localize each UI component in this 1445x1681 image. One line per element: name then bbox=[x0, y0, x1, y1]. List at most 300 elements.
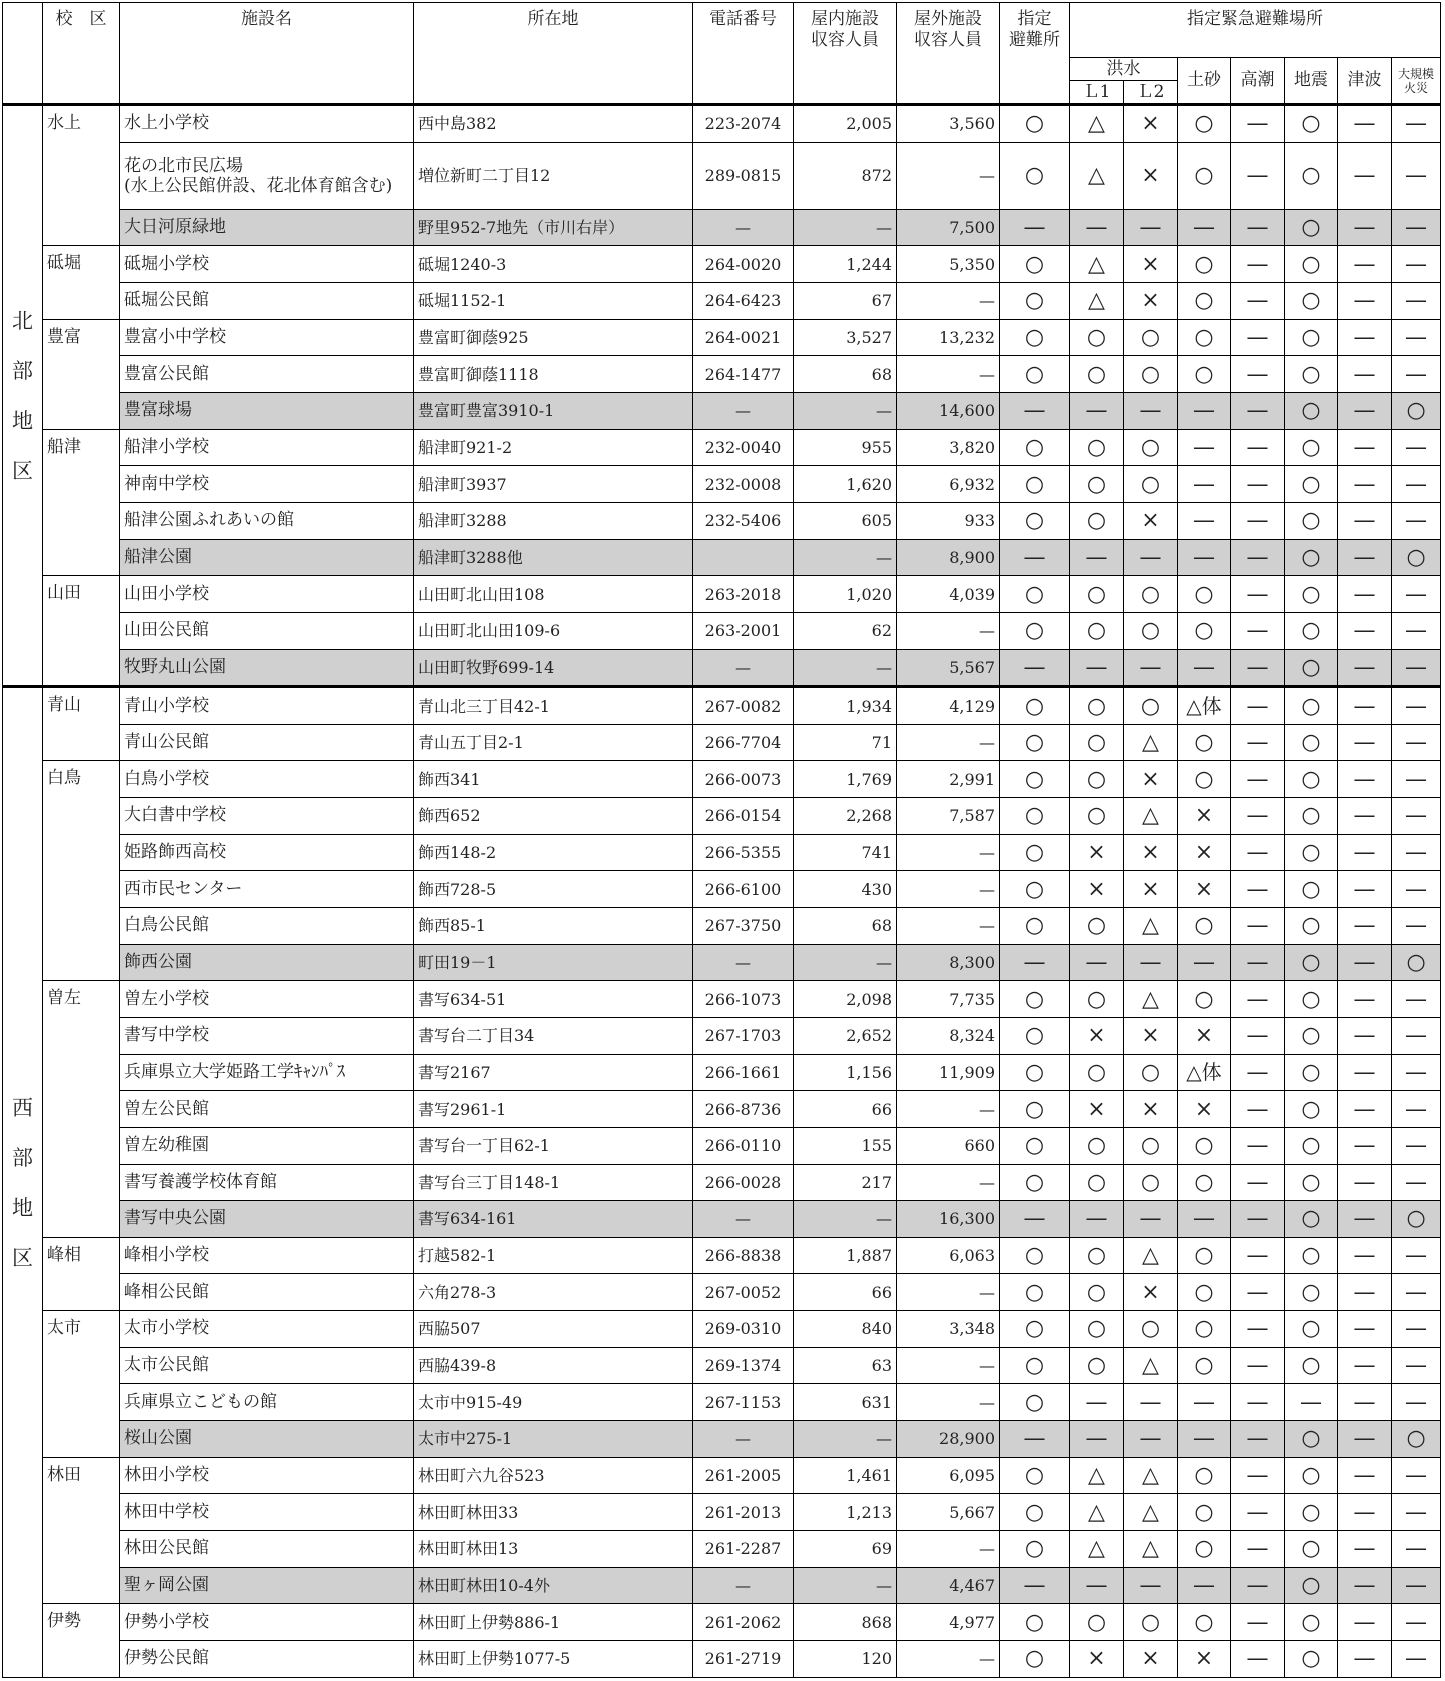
table-row bbox=[3, 724, 1441, 761]
address-cell: 豊富町御蔭1118 bbox=[414, 356, 693, 393]
facility-name-cell: 書写養護学校体育館 bbox=[120, 1164, 414, 1201]
phone-cell: 266-8736 bbox=[693, 1091, 794, 1128]
flood-l2-cell: ○ bbox=[1124, 429, 1178, 466]
table-row bbox=[3, 1457, 1441, 1494]
flood-l2-cell: △ bbox=[1124, 724, 1178, 761]
table-row bbox=[3, 612, 1441, 649]
earthquake-cell: ○ bbox=[1285, 393, 1338, 430]
outdoor-capacity-cell: — bbox=[897, 1091, 1000, 1128]
designated-shelter-cell: ○ bbox=[1000, 1640, 1070, 1677]
outdoor-capacity-cell: 3,820 bbox=[897, 429, 1000, 466]
designated-shelter-cell: ○ bbox=[1000, 105, 1070, 143]
tsunami-cell: — bbox=[1338, 871, 1392, 908]
flood-l1-cell: — bbox=[1070, 539, 1124, 576]
earthquake-cell: ○ bbox=[1285, 687, 1338, 725]
landslide-cell: × bbox=[1178, 834, 1231, 871]
flood-l1-cell: — bbox=[1070, 393, 1124, 430]
designated-shelter-cell: — bbox=[1000, 393, 1070, 430]
table-row bbox=[3, 1384, 1441, 1421]
phone-cell: 223-2074 bbox=[693, 105, 794, 143]
flood-l1-cell: ○ bbox=[1070, 1164, 1124, 1201]
phone-cell: 261-2719 bbox=[693, 1640, 794, 1677]
flood-l2-cell: — bbox=[1124, 649, 1178, 687]
flood-l2-cell: × bbox=[1124, 142, 1178, 209]
outdoor-capacity-cell: 7,735 bbox=[897, 981, 1000, 1018]
table-row bbox=[3, 1091, 1441, 1128]
tsunami-cell: — bbox=[1338, 908, 1392, 945]
large-fire-cell: — bbox=[1392, 142, 1441, 209]
tsunami-cell: — bbox=[1338, 1457, 1392, 1494]
facility-name-cell: 白鳥公民館 bbox=[120, 908, 414, 945]
storm-surge-cell: — bbox=[1231, 1421, 1285, 1458]
earthquake-cell: ○ bbox=[1285, 142, 1338, 209]
large-fire-cell: — bbox=[1392, 761, 1441, 798]
table-body bbox=[3, 105, 1441, 1678]
flood-l2-cell: △ bbox=[1124, 1530, 1178, 1567]
storm-surge-cell: — bbox=[1231, 209, 1285, 246]
tsunami-cell: — bbox=[1338, 612, 1392, 649]
table-row bbox=[3, 429, 1441, 466]
designated-shelter-cell: ○ bbox=[1000, 142, 1070, 209]
designated-shelter-cell: ○ bbox=[1000, 576, 1070, 613]
large-fire-cell: — bbox=[1392, 1054, 1441, 1091]
flood-l2-cell: — bbox=[1124, 944, 1178, 981]
address-cell: 書写2961-1 bbox=[414, 1091, 693, 1128]
outdoor-capacity-cell: 5,350 bbox=[897, 246, 1000, 283]
indoor-capacity-cell: 1,461 bbox=[794, 1457, 897, 1494]
designated-shelter-cell: — bbox=[1000, 944, 1070, 981]
indoor-capacity-cell: 1,769 bbox=[794, 761, 897, 798]
facility-name-cell: 山田公民館 bbox=[120, 612, 414, 649]
table-row-park bbox=[3, 393, 1441, 430]
indoor-capacity-cell: — bbox=[794, 539, 897, 576]
storm-surge-cell: — bbox=[1231, 246, 1285, 283]
flood-l1-cell: ○ bbox=[1070, 1604, 1124, 1641]
outdoor-capacity-cell: 3,348 bbox=[897, 1311, 1000, 1348]
indoor-capacity-cell: 63 bbox=[794, 1347, 897, 1384]
earthquake-cell: ○ bbox=[1285, 1201, 1338, 1238]
table-row bbox=[3, 871, 1441, 908]
flood-l1-cell: ○ bbox=[1070, 1127, 1124, 1164]
table-row bbox=[3, 1237, 1441, 1274]
table-row bbox=[3, 142, 1441, 209]
table-row bbox=[3, 1017, 1441, 1054]
large-fire-cell: — bbox=[1392, 466, 1441, 503]
flood-l1-cell: × bbox=[1070, 1640, 1124, 1677]
designated-shelter-cell: ○ bbox=[1000, 1530, 1070, 1567]
facility-name-cell: 林田中学校 bbox=[120, 1494, 414, 1531]
facility-name-cell: 伊勢小学校 bbox=[120, 1604, 414, 1641]
landslide-cell: ○ bbox=[1178, 246, 1231, 283]
large-fire-cell: — bbox=[1392, 612, 1441, 649]
phone-cell: 232-0008 bbox=[693, 466, 794, 503]
flood-l2-cell: — bbox=[1124, 1384, 1178, 1421]
facility-name-cell: 船津小学校 bbox=[120, 429, 414, 466]
designated-shelter-cell: ○ bbox=[1000, 1054, 1070, 1091]
earthquake-header: 地震 bbox=[1285, 58, 1338, 105]
tsunami-cell: — bbox=[1338, 724, 1392, 761]
school-district-label: 青山 bbox=[43, 687, 120, 761]
earthquake-cell: ○ bbox=[1285, 981, 1338, 1018]
storm-surge-cell: — bbox=[1231, 724, 1285, 761]
address-cell: 砥堀1240-3 bbox=[414, 246, 693, 283]
storm-surge-cell: — bbox=[1231, 944, 1285, 981]
large-fire-cell: ○ bbox=[1392, 1201, 1441, 1238]
large-fire-cell: — bbox=[1392, 871, 1441, 908]
facility-name-cell: 書写中央公園 bbox=[120, 1201, 414, 1238]
large-fire-cell: — bbox=[1392, 834, 1441, 871]
landslide-cell: ○ bbox=[1178, 1127, 1231, 1164]
flood-l1-cell: ○ bbox=[1070, 908, 1124, 945]
phone-cell: 266-1073 bbox=[693, 981, 794, 1018]
indoor-capacity-cell: 67 bbox=[794, 283, 897, 320]
storm-surge-cell: — bbox=[1231, 1127, 1285, 1164]
address-cell: 飾西341 bbox=[414, 761, 693, 798]
indoor-capacity-cell: — bbox=[794, 1567, 897, 1604]
flood-l2-cell: ○ bbox=[1124, 319, 1178, 356]
outdoor-capacity-cell: 14,600 bbox=[897, 393, 1000, 430]
tsunami-cell: — bbox=[1338, 944, 1392, 981]
large-fire-cell: — bbox=[1392, 429, 1441, 466]
flood-l1-cell: — bbox=[1070, 1567, 1124, 1604]
phone-cell: 261-2013 bbox=[693, 1494, 794, 1531]
phone-cell: 264-0020 bbox=[693, 246, 794, 283]
flood-l2-cell: △ bbox=[1124, 981, 1178, 1018]
flood-l1-cell: ○ bbox=[1070, 1054, 1124, 1091]
flood-l2-cell: × bbox=[1124, 834, 1178, 871]
large-fire-cell: ○ bbox=[1392, 393, 1441, 430]
address-cell: 林田町林田13 bbox=[414, 1530, 693, 1567]
table-row-park bbox=[3, 649, 1441, 687]
phone-cell: — bbox=[693, 209, 794, 246]
landslide-cell: × bbox=[1178, 798, 1231, 835]
earthquake-cell: ○ bbox=[1285, 1567, 1338, 1604]
large-fire-cell: ○ bbox=[1392, 1421, 1441, 1458]
storm-surge-cell: — bbox=[1231, 319, 1285, 356]
address-cell: 飾西85-1 bbox=[414, 908, 693, 945]
table-row bbox=[3, 981, 1441, 1018]
phone-cell: — bbox=[693, 1567, 794, 1604]
designated-shelter-cell: ○ bbox=[1000, 1494, 1070, 1531]
designated-shelter-header-line2: 避難所 bbox=[1009, 30, 1060, 50]
facility-name-cell: 神南中学校 bbox=[120, 466, 414, 503]
address-cell: 町田19－1 bbox=[414, 944, 693, 981]
landslide-cell: △体 bbox=[1178, 687, 1231, 725]
tsunami-cell: — bbox=[1338, 209, 1392, 246]
large-fire-cell: — bbox=[1392, 1164, 1441, 1201]
landslide-cell: ○ bbox=[1178, 1604, 1231, 1641]
flood-l1-cell: ○ bbox=[1070, 502, 1124, 539]
flood-l1-cell: △ bbox=[1070, 1457, 1124, 1494]
landslide-cell: ○ bbox=[1178, 761, 1231, 798]
outdoor-capacity-cell: 8,324 bbox=[897, 1017, 1000, 1054]
storm-surge-cell: — bbox=[1231, 1530, 1285, 1567]
storm-surge-cell: — bbox=[1231, 1017, 1285, 1054]
table-row bbox=[3, 1164, 1441, 1201]
tsunami-cell: — bbox=[1338, 1311, 1392, 1348]
designated-shelter-cell: ○ bbox=[1000, 246, 1070, 283]
table-row bbox=[3, 576, 1441, 613]
outdoor-capacity-cell: 4,039 bbox=[897, 576, 1000, 613]
phone-cell: 267-0052 bbox=[693, 1274, 794, 1311]
indoor-capacity-cell: — bbox=[794, 1421, 897, 1458]
landslide-cell: ○ bbox=[1178, 356, 1231, 393]
region-label: 北部地区 bbox=[3, 105, 43, 687]
landslide-cell: × bbox=[1178, 1091, 1231, 1128]
tsunami-cell: — bbox=[1338, 1530, 1392, 1567]
storm-surge-cell: — bbox=[1231, 142, 1285, 209]
landslide-cell: △体 bbox=[1178, 1054, 1231, 1091]
table-row-park bbox=[3, 209, 1441, 246]
landslide-cell: ○ bbox=[1178, 981, 1231, 1018]
tsunami-cell: — bbox=[1338, 393, 1392, 430]
flood-l1-cell: ○ bbox=[1070, 356, 1124, 393]
phone-cell: 232-0040 bbox=[693, 429, 794, 466]
outdoor-capacity-cell: 4,129 bbox=[897, 687, 1000, 725]
large-fire-cell: — bbox=[1392, 246, 1441, 283]
flood-l1-cell: ○ bbox=[1070, 429, 1124, 466]
earthquake-cell: ○ bbox=[1285, 1347, 1338, 1384]
address-cell: 船津町3288他 bbox=[414, 539, 693, 576]
address-cell: 飾西728-5 bbox=[414, 871, 693, 908]
phone-cell: 261-2062 bbox=[693, 1604, 794, 1641]
outdoor-capacity-cell: 5,667 bbox=[897, 1494, 1000, 1531]
indoor-capacity-cell: 868 bbox=[794, 1604, 897, 1641]
large-fire-cell: — bbox=[1392, 1457, 1441, 1494]
facility-name-cell: 牧野丸山公園 bbox=[120, 649, 414, 687]
large-fire-cell: — bbox=[1392, 1347, 1441, 1384]
flood-l2-cell: × bbox=[1124, 1640, 1178, 1677]
designated-shelter-cell: ○ bbox=[1000, 1274, 1070, 1311]
table-row bbox=[3, 1530, 1441, 1567]
facility-name-cell: 砥堀公民館 bbox=[120, 283, 414, 320]
indoor-capacity-cell: 1,156 bbox=[794, 1054, 897, 1091]
storm-surge-cell: — bbox=[1231, 1311, 1285, 1348]
tsunami-cell: — bbox=[1338, 834, 1392, 871]
tsunami-cell: — bbox=[1338, 1384, 1392, 1421]
storm-surge-cell: — bbox=[1231, 612, 1285, 649]
address-cell: 西脇439-8 bbox=[414, 1347, 693, 1384]
address-cell: 書写634-161 bbox=[414, 1201, 693, 1238]
designated-shelter-cell: ○ bbox=[1000, 761, 1070, 798]
earthquake-cell: ○ bbox=[1285, 319, 1338, 356]
outdoor-capacity-cell: — bbox=[897, 1530, 1000, 1567]
table-row bbox=[3, 105, 1441, 143]
large-fire-header bbox=[1392, 58, 1441, 105]
address-cell: 書写台三丁目148-1 bbox=[414, 1164, 693, 1201]
region-label: 西部地区 bbox=[3, 687, 43, 1678]
designated-shelter-cell: ○ bbox=[1000, 356, 1070, 393]
facility-name-cell: 船津公園 bbox=[120, 539, 414, 576]
large-fire-cell: — bbox=[1392, 502, 1441, 539]
phone-cell: — bbox=[693, 1201, 794, 1238]
landslide-cell: ○ bbox=[1178, 1494, 1231, 1531]
indoor-capacity-cell: — bbox=[794, 649, 897, 687]
flood-l1-cell: ○ bbox=[1070, 981, 1124, 1018]
outdoor-capacity-cell: — bbox=[897, 871, 1000, 908]
table-row bbox=[3, 761, 1441, 798]
landslide-cell: — bbox=[1178, 1201, 1231, 1238]
landslide-cell: ○ bbox=[1178, 576, 1231, 613]
address-cell: 太市中915-49 bbox=[414, 1384, 693, 1421]
school-district-label: 伊勢 bbox=[43, 1604, 120, 1678]
evacuation-sites-table bbox=[2, 2, 1441, 1678]
storm-surge-cell: — bbox=[1231, 1457, 1285, 1494]
phone-cell: 264-6423 bbox=[693, 283, 794, 320]
large-fire-cell: — bbox=[1392, 1237, 1441, 1274]
designated-shelter-cell: — bbox=[1000, 649, 1070, 687]
landslide-cell: ○ bbox=[1178, 1311, 1231, 1348]
tsunami-cell: — bbox=[1338, 1164, 1392, 1201]
indoor-capacity-cell: 1,020 bbox=[794, 576, 897, 613]
landslide-cell: ○ bbox=[1178, 1237, 1231, 1274]
storm-surge-cell: — bbox=[1231, 576, 1285, 613]
storm-surge-cell: — bbox=[1231, 1274, 1285, 1311]
large-fire-cell: — bbox=[1392, 1604, 1441, 1641]
flood-l1-cell: ○ bbox=[1070, 687, 1124, 725]
large-fire-cell: — bbox=[1392, 1127, 1441, 1164]
flood-l2-cell: × bbox=[1124, 761, 1178, 798]
designated-shelter-cell: ○ bbox=[1000, 502, 1070, 539]
address-cell: 西中島382 bbox=[414, 105, 693, 143]
earthquake-cell: ○ bbox=[1285, 944, 1338, 981]
flood-l1-cell: △ bbox=[1070, 246, 1124, 283]
table-header bbox=[3, 3, 1441, 105]
tsunami-cell: — bbox=[1338, 246, 1392, 283]
region-header-cell bbox=[3, 3, 43, 105]
designated-shelter-cell: ○ bbox=[1000, 798, 1070, 835]
phone-cell: 266-7704 bbox=[693, 724, 794, 761]
designated-shelter-cell: ○ bbox=[1000, 1311, 1070, 1348]
landslide-cell: ○ bbox=[1178, 1274, 1231, 1311]
flood-l2-cell: — bbox=[1124, 1201, 1178, 1238]
indoor-capacity-cell: 66 bbox=[794, 1274, 897, 1311]
storm-surge-cell: — bbox=[1231, 539, 1285, 576]
indoor-capacity-cell: 68 bbox=[794, 356, 897, 393]
indoor-capacity-cell: — bbox=[794, 944, 897, 981]
outdoor-capacity-cell: 5,567 bbox=[897, 649, 1000, 687]
flood-l1-cell: × bbox=[1070, 1091, 1124, 1128]
landslide-cell: ○ bbox=[1178, 283, 1231, 320]
flood-l1-header: Ｌ1 bbox=[1070, 81, 1124, 105]
flood-l2-cell: × bbox=[1124, 502, 1178, 539]
phone-cell: 269-1374 bbox=[693, 1347, 794, 1384]
tsunami-cell: — bbox=[1338, 1237, 1392, 1274]
landslide-cell: ○ bbox=[1178, 1164, 1231, 1201]
designated-shelter-cell: ○ bbox=[1000, 283, 1070, 320]
facility-name-cell: 林田小学校 bbox=[120, 1457, 414, 1494]
tsunami-cell: — bbox=[1338, 1091, 1392, 1128]
phone-cell: 266-0154 bbox=[693, 798, 794, 835]
storm-surge-cell: — bbox=[1231, 283, 1285, 320]
indoor-capacity-header-line2: 収容人員 bbox=[811, 30, 879, 50]
tsunami-cell: — bbox=[1338, 502, 1392, 539]
address-cell: 山田町牧野699-14 bbox=[414, 649, 693, 687]
facility-name-cell: 峰相小学校 bbox=[120, 1237, 414, 1274]
phone-cell: 267-3750 bbox=[693, 908, 794, 945]
phone-cell: 266-1661 bbox=[693, 1054, 794, 1091]
table-row bbox=[3, 1604, 1441, 1641]
school-district-label: 山田 bbox=[43, 576, 120, 687]
designated-shelter-cell: ○ bbox=[1000, 687, 1070, 725]
flood-l2-cell: — bbox=[1124, 393, 1178, 430]
facility-name-cell: 林田公民館 bbox=[120, 1530, 414, 1567]
outdoor-capacity-cell: — bbox=[897, 1347, 1000, 1384]
tsunami-cell: — bbox=[1338, 649, 1392, 687]
large-fire-cell: — bbox=[1392, 1494, 1441, 1531]
landslide-cell: — bbox=[1178, 393, 1231, 430]
flood-l2-cell: ○ bbox=[1124, 1054, 1178, 1091]
flood-l1-cell: × bbox=[1070, 834, 1124, 871]
flood-l2-cell: △ bbox=[1124, 1457, 1178, 1494]
outdoor-capacity-cell: 660 bbox=[897, 1127, 1000, 1164]
landslide-cell: — bbox=[1178, 209, 1231, 246]
outdoor-capacity-cell: — bbox=[897, 1274, 1000, 1311]
tsunami-cell: — bbox=[1338, 687, 1392, 725]
flood-l2-cell: ○ bbox=[1124, 576, 1178, 613]
indoor-capacity-cell: — bbox=[794, 209, 897, 246]
flood-l2-header: Ｌ2 bbox=[1124, 81, 1178, 105]
storm-surge-cell: — bbox=[1231, 1347, 1285, 1384]
tsunami-cell: — bbox=[1338, 798, 1392, 835]
earthquake-cell: — bbox=[1285, 1384, 1338, 1421]
earthquake-cell: ○ bbox=[1285, 209, 1338, 246]
indoor-capacity-cell: 217 bbox=[794, 1164, 897, 1201]
tsunami-cell: — bbox=[1338, 1640, 1392, 1677]
address-cell: 豊富町御蔭925 bbox=[414, 319, 693, 356]
flood-l1-cell: ○ bbox=[1070, 724, 1124, 761]
flood-l2-cell: △ bbox=[1124, 908, 1178, 945]
facility-name-cell: 桜山公園 bbox=[120, 1421, 414, 1458]
storm-surge-cell: — bbox=[1231, 908, 1285, 945]
tsunami-cell: — bbox=[1338, 319, 1392, 356]
tsunami-cell: — bbox=[1338, 1567, 1392, 1604]
earthquake-cell: ○ bbox=[1285, 429, 1338, 466]
flood-l2-cell: — bbox=[1124, 1421, 1178, 1458]
flood-l1-cell: △ bbox=[1070, 1530, 1124, 1567]
large-fire-cell: — bbox=[1392, 319, 1441, 356]
indoor-capacity-cell: 872 bbox=[794, 142, 897, 209]
designated-shelter-cell: ○ bbox=[1000, 1127, 1070, 1164]
flood-l1-cell: ○ bbox=[1070, 612, 1124, 649]
landslide-cell: — bbox=[1178, 466, 1231, 503]
address-cell: 船津町921-2 bbox=[414, 429, 693, 466]
indoor-capacity-cell: — bbox=[794, 393, 897, 430]
table-row bbox=[3, 1274, 1441, 1311]
phone-cell: 263-2018 bbox=[693, 576, 794, 613]
school-district-label: 水上 bbox=[43, 105, 120, 246]
designated-shelter-cell: ○ bbox=[1000, 612, 1070, 649]
designated-shelter-cell: — bbox=[1000, 1421, 1070, 1458]
flood-l2-cell: — bbox=[1124, 1567, 1178, 1604]
address-cell: 豊富町豊富3910-1 bbox=[414, 393, 693, 430]
storm-surge-cell: — bbox=[1231, 981, 1285, 1018]
facility-name-cell: 船津公園ふれあいの館 bbox=[120, 502, 414, 539]
large-fire-header-line2: 火災 bbox=[1404, 80, 1429, 95]
designated-shelter-cell: ○ bbox=[1000, 1017, 1070, 1054]
flood-l1-cell: ○ bbox=[1070, 1237, 1124, 1274]
storm-surge-cell: — bbox=[1231, 798, 1285, 835]
phone-cell: — bbox=[693, 649, 794, 687]
earthquake-cell: ○ bbox=[1285, 1494, 1338, 1531]
outdoor-capacity-cell: 2,991 bbox=[897, 761, 1000, 798]
large-fire-cell: — bbox=[1392, 283, 1441, 320]
earthquake-cell: ○ bbox=[1285, 356, 1338, 393]
address-cell: 太市中275-1 bbox=[414, 1421, 693, 1458]
tsunami-cell: — bbox=[1338, 283, 1392, 320]
flood-l1-cell: ○ bbox=[1070, 798, 1124, 835]
table-row bbox=[3, 1311, 1441, 1348]
